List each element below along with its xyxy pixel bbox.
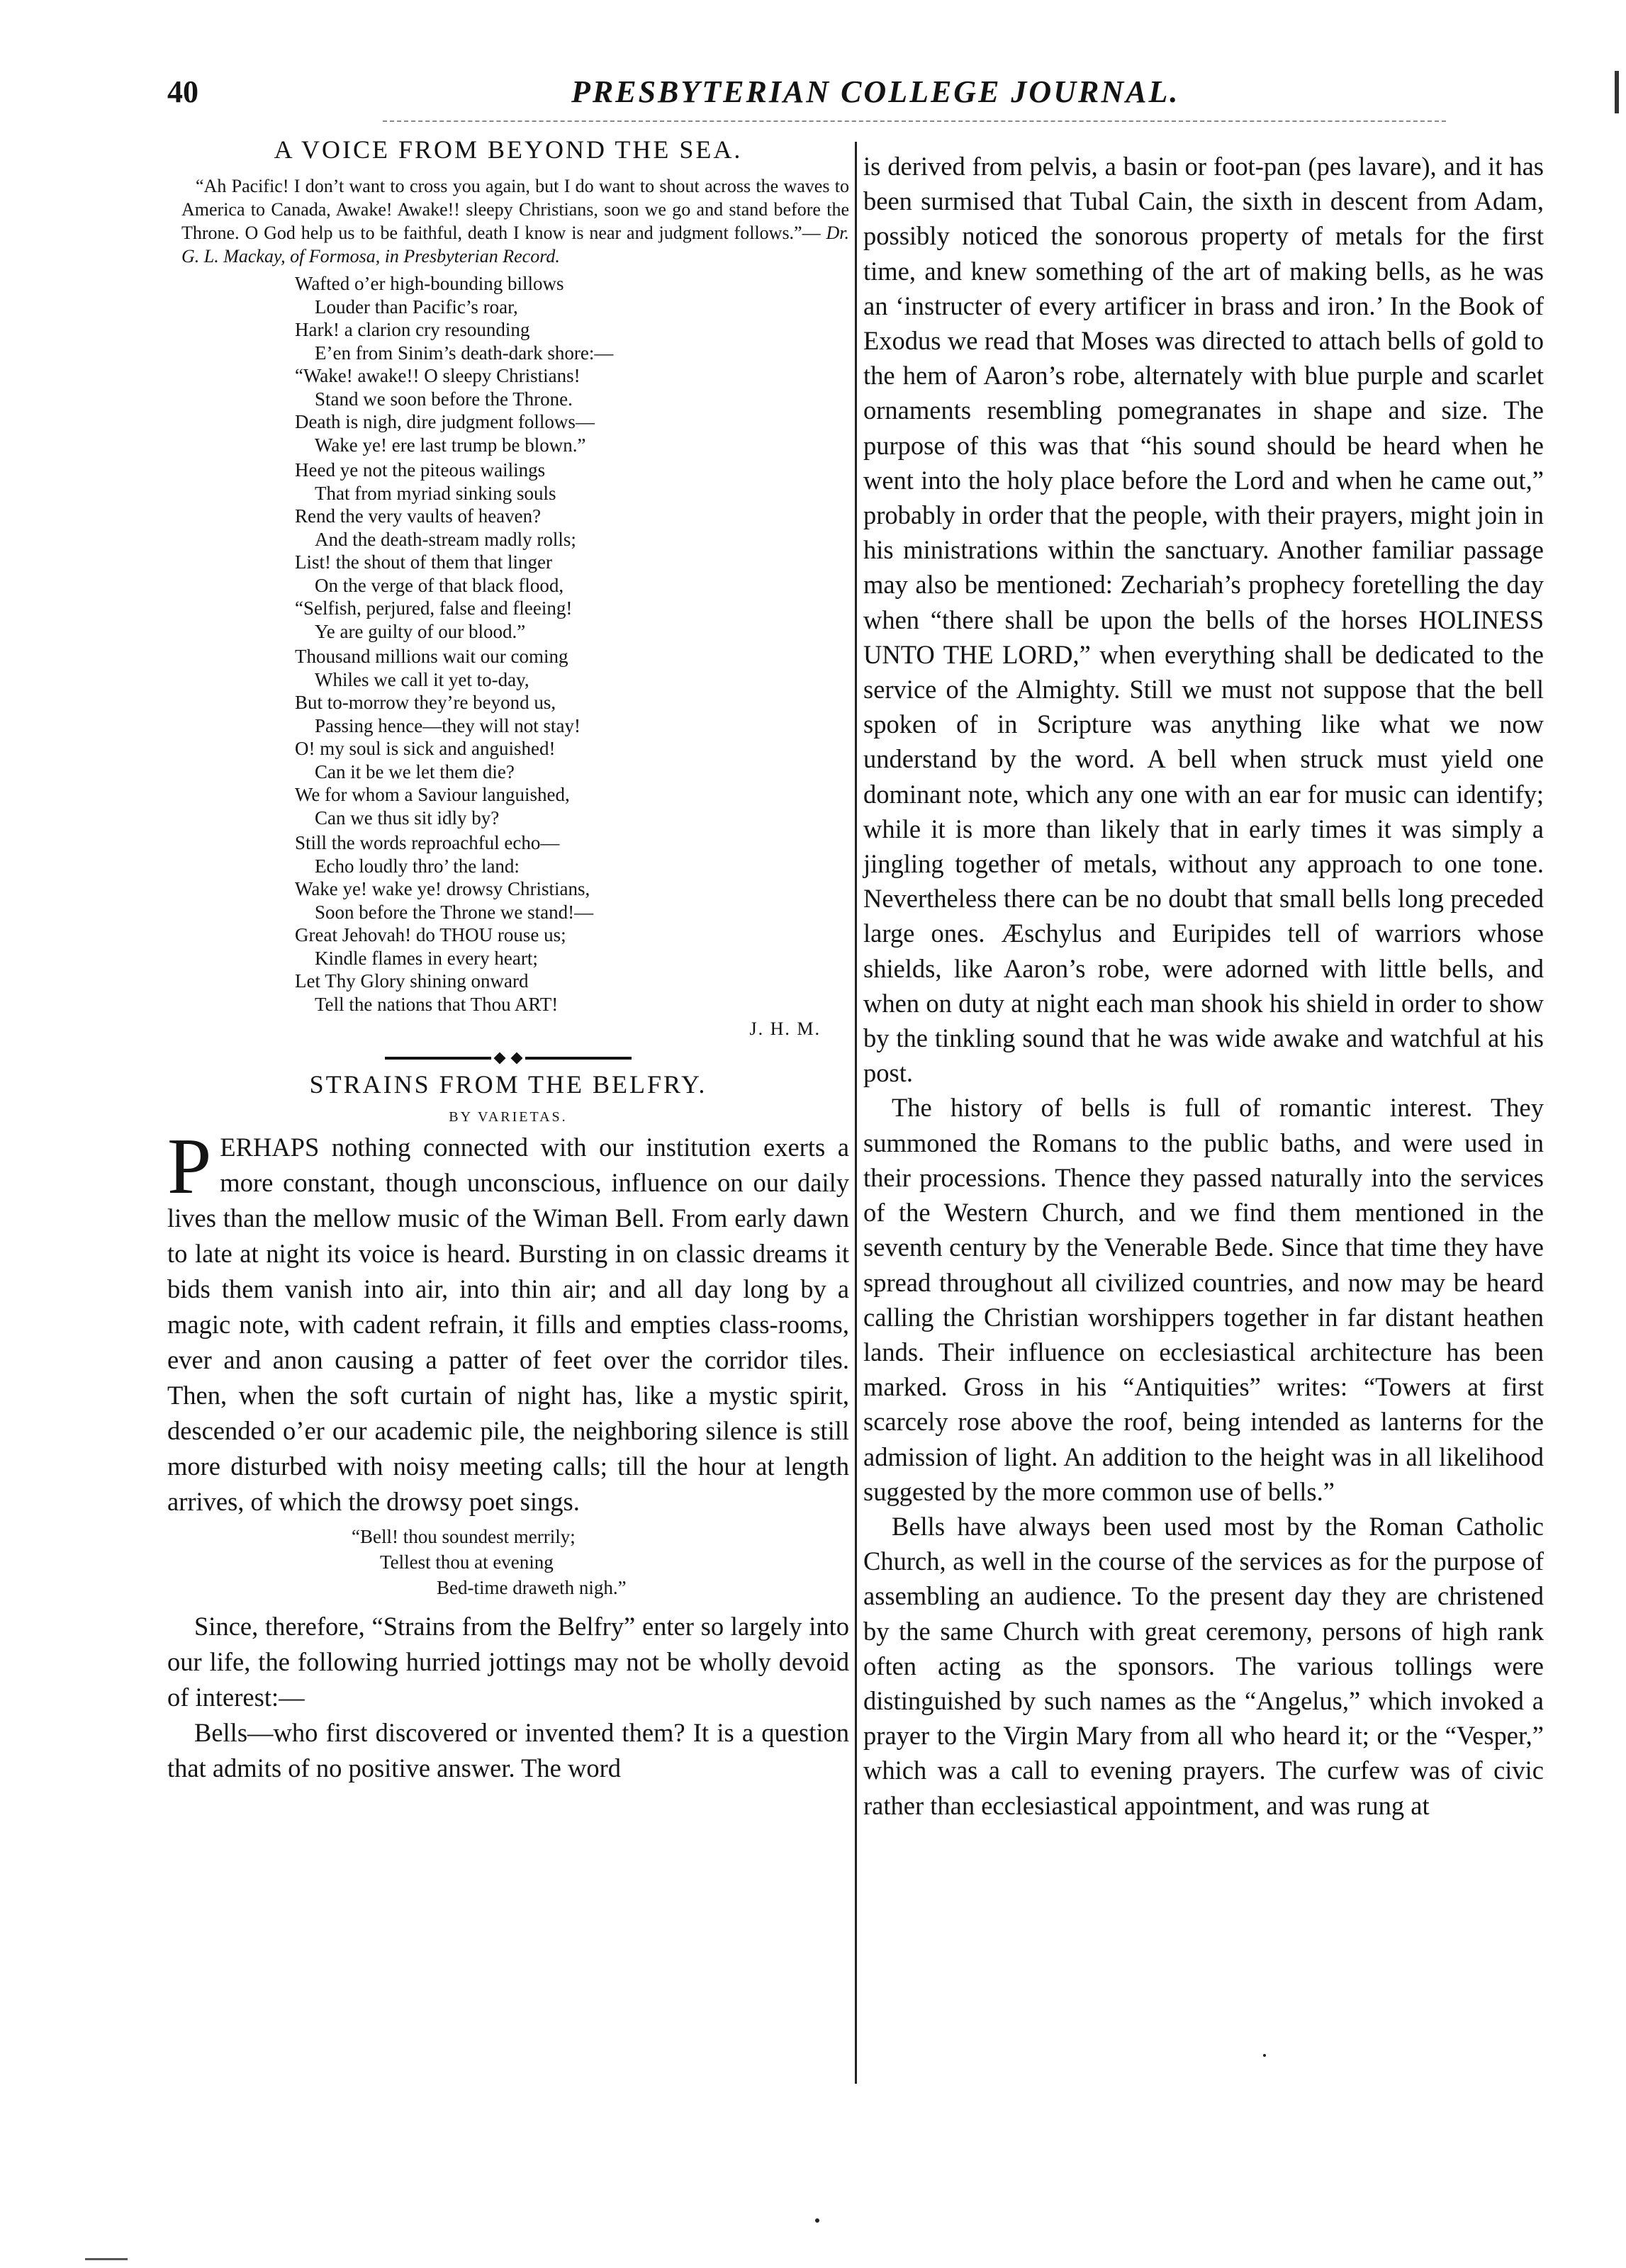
poem-line: That from myriad sinking souls (315, 482, 556, 504)
poem-signature: J. H. M. (749, 1018, 821, 1039)
article-paragraph-5: Bells have always been used most by the Roman Catholic Church, as well in the course of the services as for the purpose of assembling an audience. To the present day they are christened by the same Church with great ceremony, persons of high rank often acting as the sponsors. The various tollings were distinguished by such names as the “Angelus,” which invoked a prayer to the Virgin Mary from all who heard it; or the “Vesper,” which was a call to evening prayers. The curfew was of civic rather than ecclesiastical appointment, and was rung at (863, 1511, 1544, 1820)
column-divider (855, 142, 857, 2084)
poem-line: Thousand millions wait our coming (295, 646, 568, 667)
article-left-text (167, 1123, 849, 1520)
poem-body (295, 272, 849, 1016)
poem-line: Can it be we let them die? (315, 760, 515, 782)
poem-line: “Wake! awake!! O sleepy Christians! (295, 365, 581, 386)
poem-line: Wake ye! wake ye! drowsy Christians, (295, 878, 590, 899)
article-title: STRAINS FROM THE BELFRY. (309, 1070, 707, 1099)
poem-line: Ye are guilty of our blood.” (315, 620, 526, 642)
poem-title: A VOICE FROM BEYOND THE SEA. (274, 135, 743, 164)
poem-line: Whiles we call it yet to-day, (315, 668, 529, 690)
poem-line: Kindle flames in every heart; (315, 947, 538, 969)
poem-epigraph (167, 174, 849, 268)
poem-line: Rend the very vaults of heaven? (295, 505, 542, 527)
poem-line: Still the words reproachful echo— (295, 832, 560, 853)
poem-line: “Selfish, perjured, false and fleeing! (295, 597, 573, 619)
lead-in: ERHAPS (220, 1133, 320, 1162)
article-paragraph-3: Bells—who first discovered or invented them? It is a question that admits of no positive answer. The word (167, 1718, 849, 1783)
poem-line: Louder than Pacific’s roar, (315, 296, 518, 318)
paragraph-1-text: nothing connected with our institution exerts a more constant, though unconscious, influence on our daily lives than the mellow music of the Wiman Bell. From early dawn to late at night its voice is heard. Bursting in on classic dreams it bids them vanish into air, into thin air; and all day long by a magic note, with cadent refrain, it fills and empties class-rooms, ever and anon causing a patter of feet over the corridor tiles. Then, when the soft curtain of night has, like a mystic spirit, descended o’er our academic pile, the neighboring silence is still more disturbed with noisy meeting calls; till the hour at length arrives, of which the drowsy poet sings. (167, 1133, 849, 1516)
bell-verse-quote (352, 1524, 849, 1600)
article-paragraph-4: The history of bells is full of romantic interest. They summoned the Romans to the public baths, and were used in their processions. Thence they passed naturally into the services of the Western Church, and we find them mentioned in the seventh century by the Venerable Bede. Since that time they have spread throughout all civilized countries, and now may be heard calling the Christian worshippers together in far distant heathen lands. Their influence on ecclesiastical architecture has been marked. Gross in his “Antiquities” writes: “Towers at first scarcely rose above the roof, being intended as lanterns for the admission of light. An addition to the height was in all likelihood suggested by the more common use of bells.” (863, 1093, 1544, 1506)
journal-title: PRESBYTERIAN COLLEGE JOURNAL. (571, 74, 1180, 109)
left-column (167, 135, 849, 1786)
header-rule (383, 120, 1446, 122)
poem-line: Heed ye not the piteous wailings (295, 459, 546, 481)
poem-line: We for whom a Saviour languished, (295, 784, 570, 805)
right-column (863, 149, 1544, 1823)
poem-line: List! the shout of them that linger (295, 551, 552, 573)
poem-line: Passing hence—they will not stay! (315, 714, 581, 736)
page-number: 40 (167, 74, 198, 109)
edge-mark (1615, 71, 1619, 113)
quote-line: Bed-time draweth nigh.” (437, 1577, 627, 1598)
drop-cap: P (167, 1123, 212, 1211)
poem-line: Stand we soon before the Throne. (315, 388, 573, 410)
print-speck (1263, 2054, 1266, 2057)
quote-line: “Bell! thou soundest merrily; (352, 1526, 576, 1547)
poem-line: E’en from Sinim’s death-dark shore:— (315, 342, 614, 364)
poem-line: Hark! a clarion cry resounding (295, 319, 530, 340)
article-paragraph-1 (167, 1123, 849, 1520)
epigraph-citation: Dr. G. L. Mackay, of Formosa, in Presbyterian Record. (181, 223, 850, 266)
bottom-mark (85, 2258, 128, 2260)
poem-line: Death is nigh, dire judgment follows— (295, 411, 595, 432)
poem-line: Tell the nations that Thou ART! (315, 993, 559, 1015)
section-ornament (167, 1054, 849, 1062)
epigraph-text: “Ah Pacific! I don’t want to cross you again, but I do want to shout across the waves to America to Canada, Awake! Awake!! sleepy Christians, soon we go and stand before the Throne. O God help us to be faithful, death I know is near and judgment follows.”— (181, 176, 849, 243)
poem-line: Soon before the Throne we stand!— (315, 901, 594, 923)
poem-line: But to-morrow they’re beyond us, (295, 692, 556, 713)
article-paragraph-2: Since, therefore, “Strains from the Belfry” enter so largely into our life, the following hurried jottings may not be wholly devoid of interest:— (167, 1612, 849, 1712)
poem-line: Wake ye! ere last trump be blown.” (315, 434, 586, 456)
running-head (167, 74, 1542, 123)
article-paragraph-3-continued: is derived from pelvis, a basin or foot-pan (pes lavare), and it has been surmised that Tubal Cain, the sixth in descent from Adam, possibly noticed the sonorous property of metals for the first time, and knew something of the art of making bells, as he was an ‘instructer of every artificer in brass and iron.’ In the Book of Exodus we read that Moses was directed to attach bells of gold to the hem of Aaron’s robe, alternately with blue purple and scarlet ornaments resembling pomegranates in shape and size. The purpose of this was that “his sound should be heard when he went into the holy place before the Lord and when he came out,” probably in order that the people, with their prayers, might join in his ministrations within the sanctuary. Another familiar passage may also be mentioned: Zechariah’s prophecy foretelling the day when “there shall be upon the bells of the horses HOLINESS UNTO THE LORD,” when everything shall be dedicated to the service of the Almighty. Still we must not suppose that the bell spoken of in Scripture was anything like what we now understand by the word. A bell when struck must yield one dominant note, which any one with an ear for music can identify; while it is more than likely that in early times it was simply a jingling together of metals, without any approach to one tone. Nevertheless there can be no doubt that small bells long preceded large ones. Æschylus and Euripides tell of warriors whose shields, like Aaron’s robe, were adorned with little bells, and when on duty at night each man shook his shield in order to show by the tinkling sound that he was wide awake and watchful at his post. (863, 152, 1544, 1088)
poem-line: Can we thus sit idly by? (315, 807, 500, 829)
print-speck (815, 2218, 819, 2223)
poem-line: On the verge of that black flood, (315, 574, 564, 596)
poem-line: Echo loudly thro’ the land: (315, 855, 520, 877)
poem-line: Wafted o’er high-bounding billows (295, 273, 564, 294)
article-byline: BY VARIETAS. (449, 1109, 568, 1125)
poem-line: Let Thy Glory shining onward (295, 970, 529, 992)
quote-line: Tellest thou at evening (380, 1551, 554, 1573)
article-left-text-continued (167, 1609, 849, 1786)
poem-line: And the death-stream madly rolls; (315, 528, 576, 550)
poem-line: O! my soul is sick and anguished! (295, 738, 556, 759)
poem-line: Great Jehovah! do THOU rouse us; (295, 924, 566, 945)
